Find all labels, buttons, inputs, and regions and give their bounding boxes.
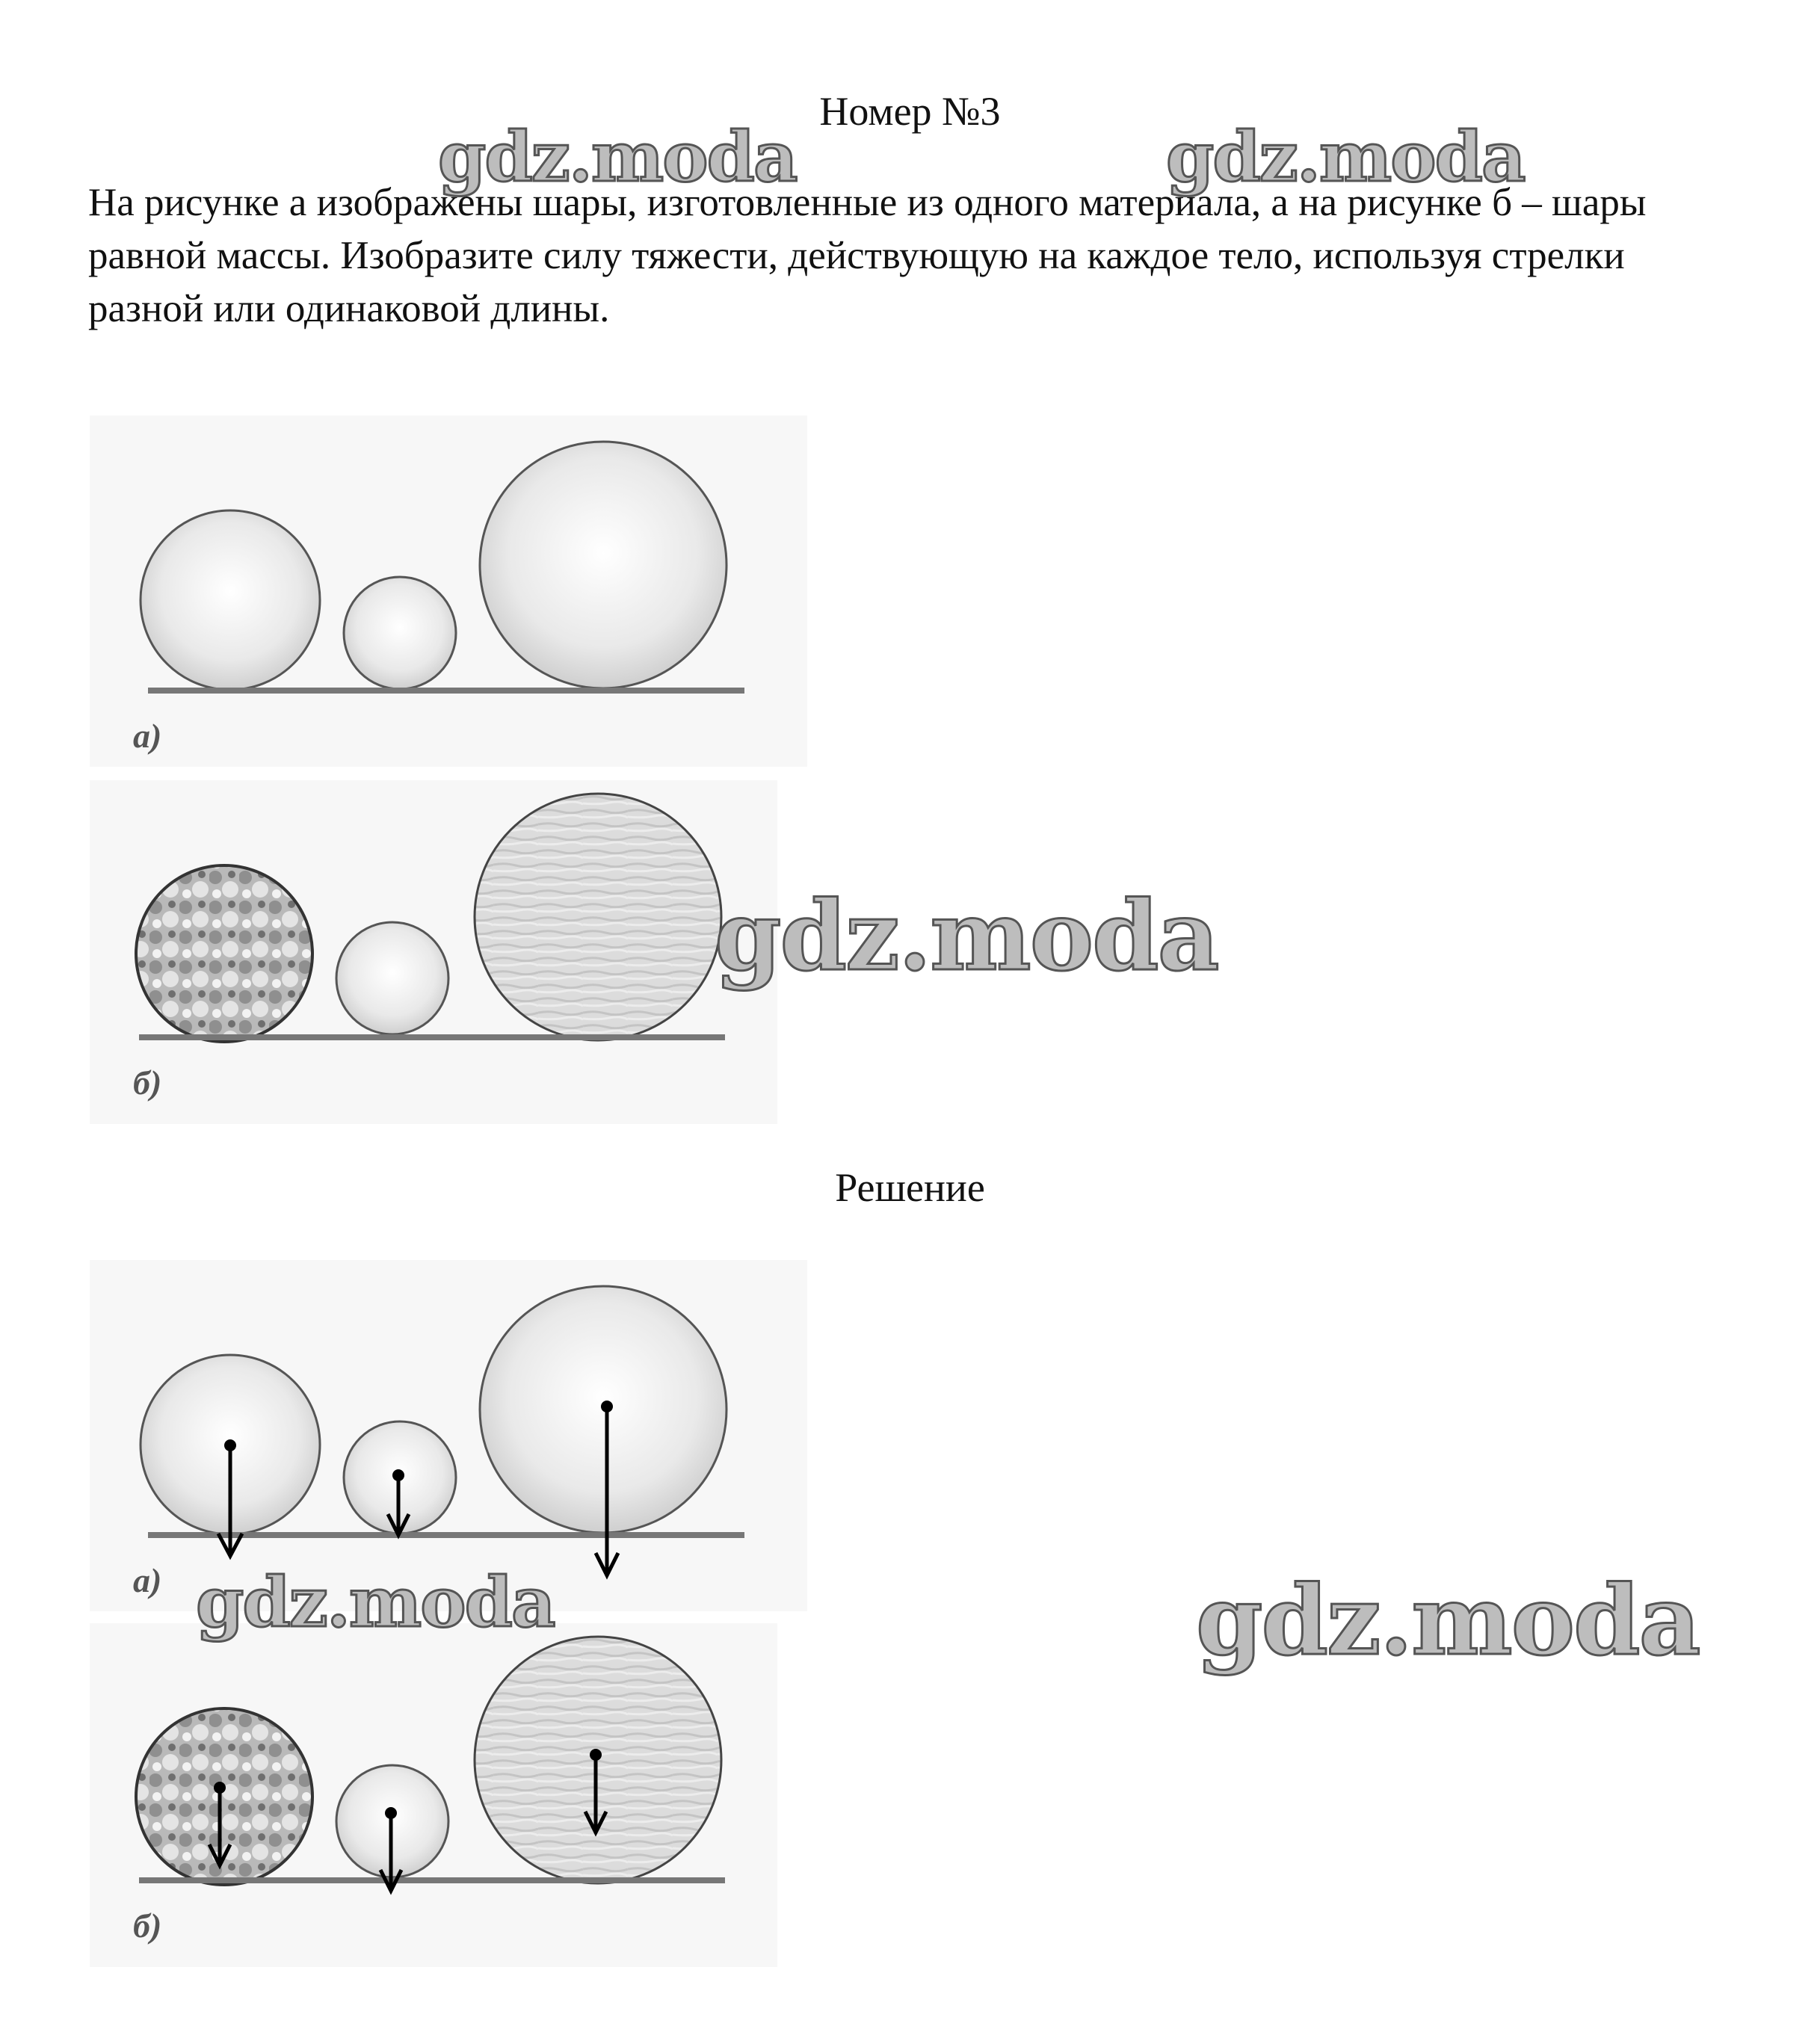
figure-b xyxy=(90,780,777,1124)
ball-small xyxy=(344,577,456,689)
solution-figure-a xyxy=(90,1260,807,1611)
ball-medium xyxy=(141,510,320,690)
ground-line xyxy=(139,1877,725,1883)
ball-large xyxy=(480,442,727,688)
figure-label-b: б) xyxy=(133,1063,162,1102)
page-title: Номер №3 xyxy=(819,89,1001,134)
figure-label-b: б) xyxy=(133,1906,162,1945)
task-text: На рисунке а изображены шары, изготовленные из одного материала, а на рисунке б – шары равной массы. Изобразите силу тяжести, действующую на каждое тело, используя стрелки разной или одинаковой длины. xyxy=(88,181,1647,330)
ground-line xyxy=(139,1034,725,1040)
watermark: gdz.moda xyxy=(438,117,797,197)
solution-title: Решение xyxy=(835,1165,985,1210)
ball-wood xyxy=(475,794,721,1040)
ground-line xyxy=(148,688,744,694)
ground-line xyxy=(148,1532,744,1538)
solution-figure-b xyxy=(90,1623,777,1967)
watermark: gdz.moda xyxy=(196,1562,555,1643)
watermark: gdz.moda xyxy=(715,880,1218,992)
watermark: gdz.moda xyxy=(1196,1565,1700,1677)
figure-label-a: а) xyxy=(133,717,162,755)
figure-label-a: а) xyxy=(133,1561,162,1599)
ball-marble xyxy=(136,865,312,1042)
watermark: gdz.moda xyxy=(1166,117,1525,197)
ball-small xyxy=(336,922,448,1034)
figure-a xyxy=(90,416,807,767)
